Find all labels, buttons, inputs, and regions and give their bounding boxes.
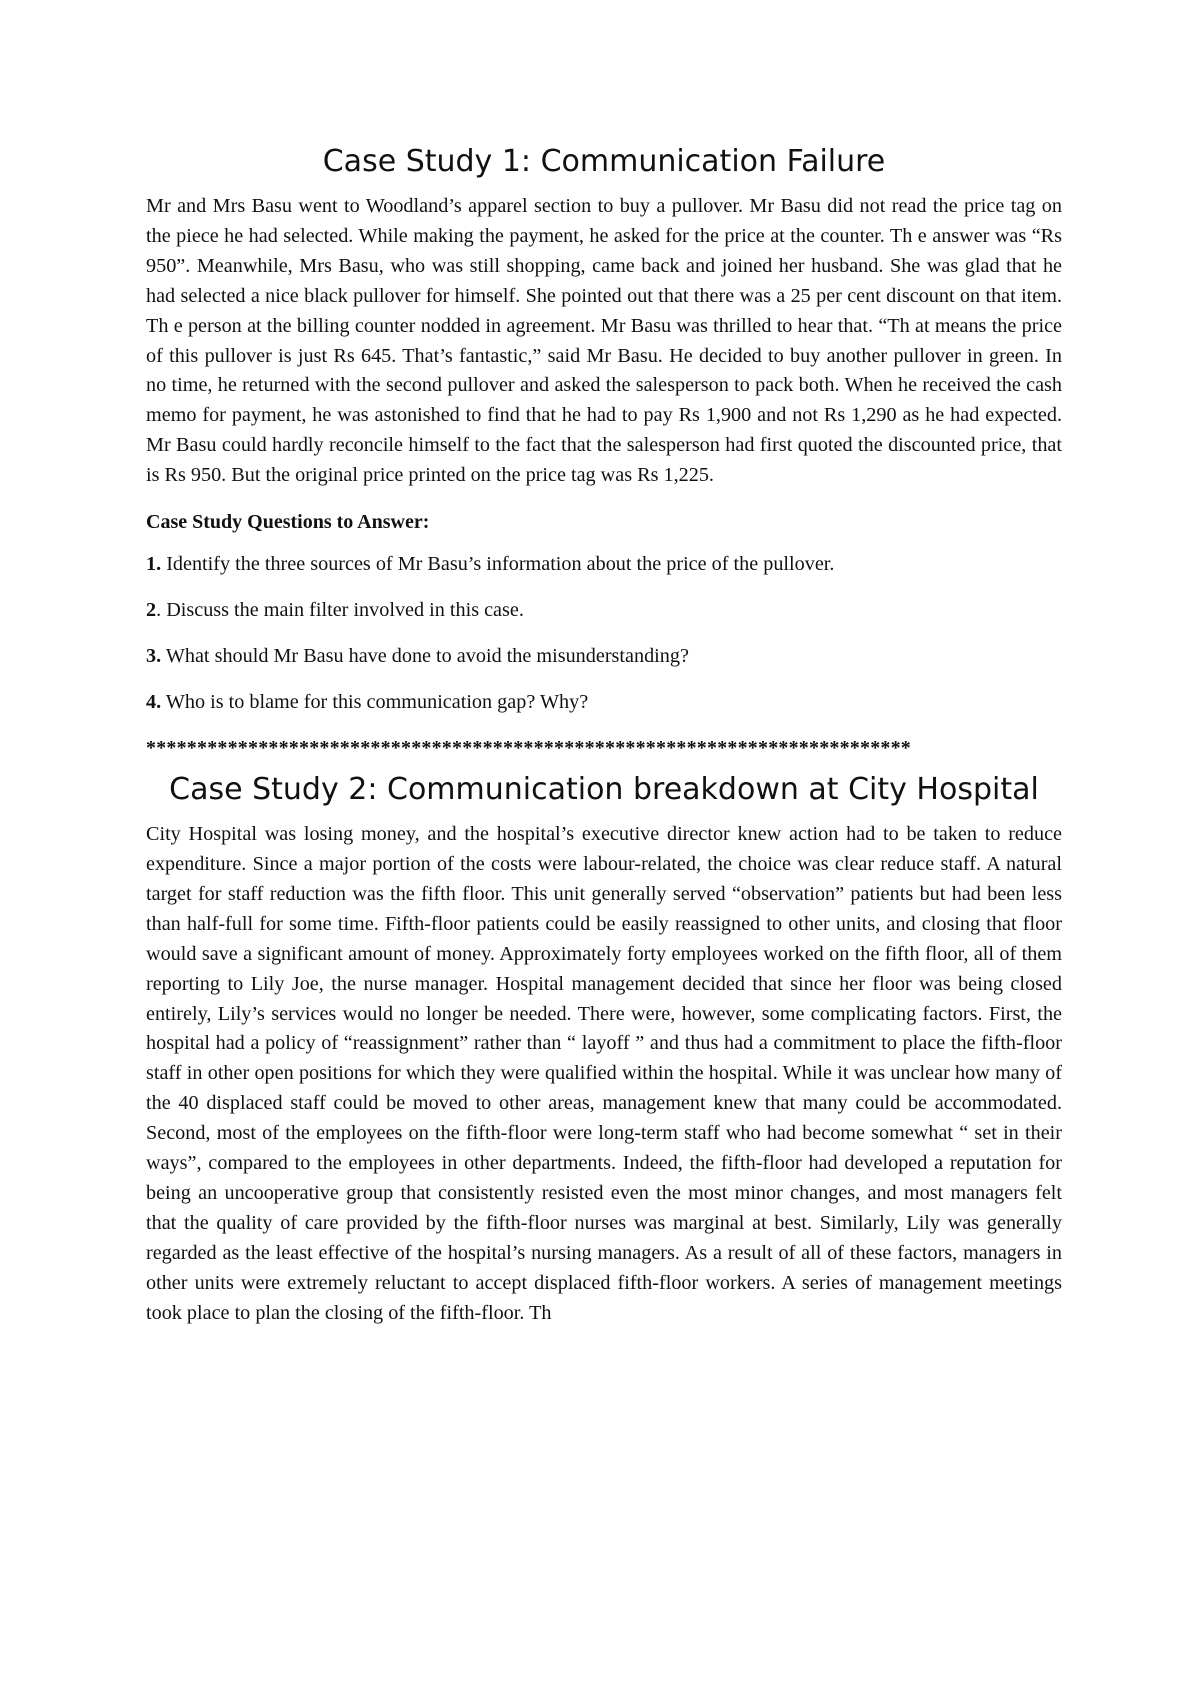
question-text: . Discuss the main filter involved in this case. <box>156 599 524 622</box>
question-number: 3. <box>146 645 162 668</box>
question-text: What should Mr Basu have done to avoid the misunderstanding? <box>161 645 689 668</box>
document-page <box>146 142 1062 1328</box>
question-number: 4. <box>146 691 162 714</box>
section-separator: *************************************************************************** <box>146 737 911 760</box>
question-text: Who is to blame for this communication gap? Why? <box>161 691 589 714</box>
question-4 <box>146 687 1062 717</box>
question-2 <box>146 595 1062 625</box>
case-study-2-title: Case Study 2: Communication breakdown at City Hospital <box>169 772 1039 808</box>
question-number: 1. <box>146 553 162 576</box>
question-1 <box>146 549 1062 579</box>
case-study-2-body: City Hospital was losing money, and the hospital’s executive director knew action had to be taken to reduce expenditure. Since a major portion of the costs were labour-related, the choice was clear reduce staff. A natural target for staff reduction was the fifth floor. This unit generally served “observation” patients but had been less than half-full for some time. Fifth-floor patients could be easily reassigned to other units, and closing that floor would save a significant amount of money. Approximately forty employees worked on the fifth floor, all of them reporting to Lily Joe, the nurse manager. Hospital management decided that since her floor was being closed entirely, Lily’s services would no longer be needed. There were, however, some complicating factors. First, the hospital had a policy of “reassignment” rather than “ layoff ” and thus had a commitment to place the fifth-floor staff in other open positions for which they were qualified within the hospital. While it was unclear how many of the 40 displaced staff could be moved to other areas, management knew that many could be accommodated. Second, most of the employees on the fifth-floor were long-term staff who had become somewhat “ set in their ways”, compared to the employees in other departments. Indeed, the fifth-floor had developed a reputation for being an uncooperative group that consistently resisted even the most minor changes, and most managers felt that the quality of care provided by the fifth-floor nurses was marginal at best. Similarly, Lily was generally regarded as the least effective of the hospital’s nursing managers. As a result of all of these factors, managers in other units were extremely reluctant to accept displaced fifth-floor workers. A series of management meetings took place to plan the closing of the fifth-floor. Th <box>146 823 1062 1324</box>
question-3 <box>146 641 1062 671</box>
case-study-1-title: Case Study 1: Communication Failure <box>322 144 886 179</box>
case-study-1-body: Mr and Mrs Basu went to Woodland’s apparel section to buy a pullover. Mr Basu did not read the price tag on the piece he had selected. While making the payment, he asked for the price at the counter. Th e answer was “Rs 950”. Meanwhile, Mrs Basu, who was still shopping, came back and joined her husband. She was glad that he had selected a nice black pullover for himself. She pointed out that there was a 25 per cent discount on that item. Th e person at the billing counter nodded in agreement. Mr Basu was thrilled to hear that. “Th at means the price of this pullover is just Rs 645. That’s fantastic,” said Mr Basu. He decided to buy another pullover in green. In no time, he returned with the second pullover and asked the salesperson to pack both. When he received the cash memo for payment, he was astonished to find that he had to pay Rs 1,900 and not Rs 1,290 as he had expected. Mr Basu could hardly reconcile himself to the fact that the salesperson had first quoted the discounted price, that is Rs 950. But the original price printed on the price tag was Rs 1,225. <box>146 195 1062 487</box>
questions-heading: Case Study Questions to Answer: <box>146 511 430 534</box>
question-text: Identify the three sources of Mr Basu’s information about the price of the pullover. <box>161 553 835 576</box>
question-number: 2 <box>146 599 157 622</box>
